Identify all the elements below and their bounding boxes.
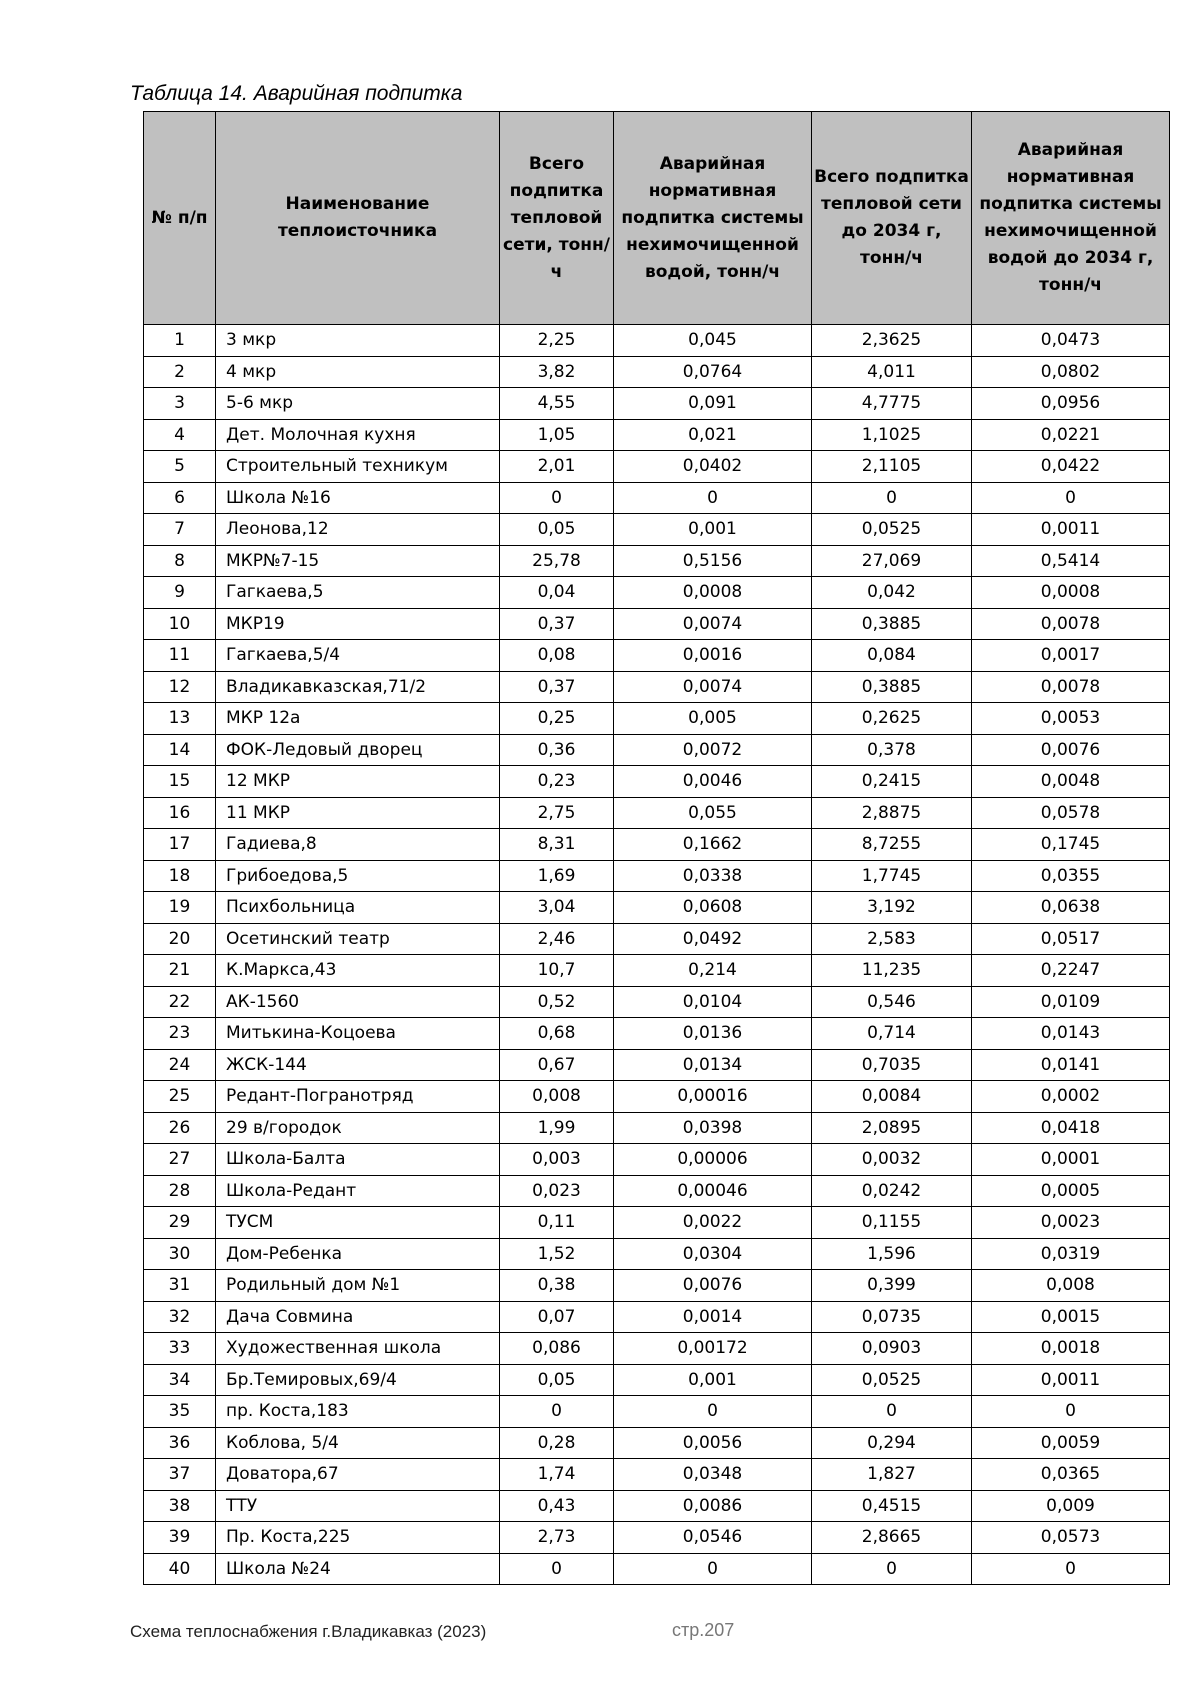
header-emergency-makeup-2034: Аварийная нормативная подпитка системы нехимочищенной водой до 2034 г, тонн/ч	[972, 112, 1170, 325]
table-row	[144, 829, 1170, 861]
cell-emergency-makeup-2034: 0,0141	[972, 1049, 1170, 1081]
cell-row-number: 35	[144, 1396, 216, 1428]
cell-emergency-makeup-2034: 0,1745	[972, 829, 1170, 861]
table-row	[144, 797, 1170, 829]
cell-emergency-makeup-2034: 0,0578	[972, 797, 1170, 829]
table-row	[144, 1175, 1170, 1207]
table-row	[144, 923, 1170, 955]
footer-page-number: стр.207	[672, 1620, 735, 1640]
cell-total-makeup: 0,08	[500, 640, 614, 672]
cell-total-makeup-2034: 0,0525	[812, 514, 972, 546]
cell-source-name: Строительный техникум	[216, 451, 500, 483]
cell-source-name: Редант-Погранотряд	[216, 1081, 500, 1113]
cell-source-name: Школа-Редант	[216, 1175, 500, 1207]
header-total-makeup: Всего подпитка тепловой сети, тонн/ч	[500, 112, 614, 325]
cell-emergency-makeup-2034: 0,0802	[972, 356, 1170, 388]
cell-source-name: Дет. Молочная кухня	[216, 419, 500, 451]
cell-total-makeup: 0,68	[500, 1018, 614, 1050]
cell-total-makeup: 8,31	[500, 829, 614, 861]
cell-total-makeup-2034: 0,714	[812, 1018, 972, 1050]
cell-row-number: 13	[144, 703, 216, 735]
cell-source-name: Школа-Балта	[216, 1144, 500, 1176]
table-row	[144, 1112, 1170, 1144]
cell-emergency-makeup: 0	[614, 482, 812, 514]
cell-source-name: Родильный дом №1	[216, 1270, 500, 1302]
cell-source-name: 3 мкр	[216, 325, 500, 357]
cell-emergency-makeup-2034: 0,0473	[972, 325, 1170, 357]
cell-total-makeup: 0,07	[500, 1301, 614, 1333]
cell-emergency-makeup-2034: 0,0023	[972, 1207, 1170, 1239]
cell-emergency-makeup-2034: 0	[972, 1553, 1170, 1585]
cell-source-name: Леонова,12	[216, 514, 500, 546]
cell-source-name: Владикавказская,71/2	[216, 671, 500, 703]
table-row	[144, 1049, 1170, 1081]
cell-emergency-makeup-2034: 0,0078	[972, 608, 1170, 640]
cell-total-makeup-2034: 2,8665	[812, 1522, 972, 1554]
cell-source-name: Гадиева,8	[216, 829, 500, 861]
cell-row-number: 26	[144, 1112, 216, 1144]
cell-source-name: 29 в/городок	[216, 1112, 500, 1144]
cell-total-makeup-2034: 0,0735	[812, 1301, 972, 1333]
footer-document-title: Схема теплоснабжения г.Владикавказ (2023)	[130, 1622, 487, 1641]
cell-emergency-makeup-2034: 0,009	[972, 1490, 1170, 1522]
cell-emergency-makeup-2034: 0,0422	[972, 451, 1170, 483]
cell-emergency-makeup: 0	[614, 1553, 812, 1585]
table-row	[144, 577, 1170, 609]
cell-emergency-makeup: 0,0016	[614, 640, 812, 672]
cell-emergency-makeup-2034: 0,0956	[972, 388, 1170, 420]
cell-emergency-makeup: 0,0008	[614, 577, 812, 609]
table-row	[144, 1081, 1170, 1113]
cell-total-makeup: 0,67	[500, 1049, 614, 1081]
cell-emergency-makeup-2034: 0,0418	[972, 1112, 1170, 1144]
cell-total-makeup: 1,05	[500, 419, 614, 451]
cell-row-number: 2	[144, 356, 216, 388]
cell-emergency-makeup-2034: 0,0053	[972, 703, 1170, 735]
table-row	[144, 482, 1170, 514]
cell-emergency-makeup-2034: 0,0573	[972, 1522, 1170, 1554]
table-row	[144, 419, 1170, 451]
cell-emergency-makeup: 0,0074	[614, 608, 812, 640]
cell-row-number: 31	[144, 1270, 216, 1302]
cell-total-makeup: 1,99	[500, 1112, 614, 1144]
cell-emergency-makeup-2034: 0,0365	[972, 1459, 1170, 1491]
cell-emergency-makeup: 0,021	[614, 419, 812, 451]
cell-emergency-makeup-2034: 0,0059	[972, 1427, 1170, 1459]
cell-row-number: 20	[144, 923, 216, 955]
cell-emergency-makeup-2034: 0	[972, 482, 1170, 514]
cell-total-makeup: 0,37	[500, 608, 614, 640]
cell-row-number: 39	[144, 1522, 216, 1554]
cell-row-number: 37	[144, 1459, 216, 1491]
cell-row-number: 9	[144, 577, 216, 609]
cell-row-number: 24	[144, 1049, 216, 1081]
cell-total-makeup-2034: 4,011	[812, 356, 972, 388]
cell-source-name: ТТУ	[216, 1490, 500, 1522]
cell-total-makeup: 1,69	[500, 860, 614, 892]
table-row	[144, 1427, 1170, 1459]
cell-source-name: Пр. Коста,225	[216, 1522, 500, 1554]
cell-row-number: 10	[144, 608, 216, 640]
table-row	[144, 1207, 1170, 1239]
table-row	[144, 1396, 1170, 1428]
cell-source-name: Осетинский театр	[216, 923, 500, 955]
cell-source-name: Художественная школа	[216, 1333, 500, 1365]
table-row	[144, 860, 1170, 892]
cell-total-makeup-2034: 0,7035	[812, 1049, 972, 1081]
cell-emergency-makeup-2034: 0,0319	[972, 1238, 1170, 1270]
cell-emergency-makeup-2034: 0,2247	[972, 955, 1170, 987]
cell-total-makeup: 0,36	[500, 734, 614, 766]
cell-emergency-makeup: 0,0136	[614, 1018, 812, 1050]
cell-row-number: 14	[144, 734, 216, 766]
cell-emergency-makeup: 0,0492	[614, 923, 812, 955]
cell-total-makeup: 1,52	[500, 1238, 614, 1270]
cell-source-name: Психбольница	[216, 892, 500, 924]
cell-row-number: 1	[144, 325, 216, 357]
table-caption: Таблица 14. Аварийная подпитка	[130, 82, 463, 105]
cell-total-makeup: 0,38	[500, 1270, 614, 1302]
cell-emergency-makeup-2034: 0,0221	[972, 419, 1170, 451]
cell-total-makeup-2034: 0,0084	[812, 1081, 972, 1113]
cell-total-makeup: 2,25	[500, 325, 614, 357]
cell-total-makeup: 2,75	[500, 797, 614, 829]
cell-row-number: 15	[144, 766, 216, 798]
cell-row-number: 17	[144, 829, 216, 861]
cell-emergency-makeup: 0,0086	[614, 1490, 812, 1522]
cell-total-makeup-2034: 0,294	[812, 1427, 972, 1459]
cell-total-makeup-2034: 0,1155	[812, 1207, 972, 1239]
cell-total-makeup-2034: 3,192	[812, 892, 972, 924]
cell-emergency-makeup: 0,055	[614, 797, 812, 829]
cell-row-number: 25	[144, 1081, 216, 1113]
cell-emergency-makeup: 0,091	[614, 388, 812, 420]
cell-total-makeup-2034: 0,399	[812, 1270, 972, 1302]
cell-total-makeup-2034: 2,3625	[812, 325, 972, 357]
cell-total-makeup: 1,74	[500, 1459, 614, 1491]
cell-total-makeup: 0,52	[500, 986, 614, 1018]
cell-total-makeup-2034: 2,583	[812, 923, 972, 955]
cell-emergency-makeup-2034: 0,0638	[972, 892, 1170, 924]
cell-row-number: 40	[144, 1553, 216, 1585]
cell-source-name: 12 МКР	[216, 766, 500, 798]
cell-row-number: 36	[144, 1427, 216, 1459]
table-row	[144, 703, 1170, 735]
cell-row-number: 11	[144, 640, 216, 672]
cell-total-makeup-2034: 1,827	[812, 1459, 972, 1491]
cell-total-makeup-2034: 4,7775	[812, 388, 972, 420]
cell-total-makeup-2034: 8,7255	[812, 829, 972, 861]
table-row	[144, 986, 1170, 1018]
cell-source-name: МКР№7-15	[216, 545, 500, 577]
table-header-row	[144, 112, 1170, 325]
cell-total-makeup: 2,73	[500, 1522, 614, 1554]
table-row	[144, 1301, 1170, 1333]
cell-emergency-makeup: 0,0338	[614, 860, 812, 892]
table-row	[144, 892, 1170, 924]
cell-emergency-makeup-2034: 0,0517	[972, 923, 1170, 955]
cell-total-makeup: 3,82	[500, 356, 614, 388]
cell-total-makeup: 3,04	[500, 892, 614, 924]
cell-total-makeup-2034: 0,2625	[812, 703, 972, 735]
cell-emergency-makeup-2034: 0,0015	[972, 1301, 1170, 1333]
table-row	[144, 608, 1170, 640]
cell-emergency-makeup: 0,0014	[614, 1301, 812, 1333]
table-row	[144, 1333, 1170, 1365]
cell-total-makeup-2034: 0	[812, 482, 972, 514]
cell-emergency-makeup-2034: 0,0011	[972, 1364, 1170, 1396]
cell-emergency-makeup-2034: 0,0078	[972, 671, 1170, 703]
cell-source-name: 4 мкр	[216, 356, 500, 388]
cell-total-makeup-2034: 2,0895	[812, 1112, 972, 1144]
cell-emergency-makeup: 0,00016	[614, 1081, 812, 1113]
cell-emergency-makeup: 0,001	[614, 1364, 812, 1396]
cell-row-number: 3	[144, 388, 216, 420]
cell-row-number: 6	[144, 482, 216, 514]
cell-source-name: ФОК-Ледовый дворец	[216, 734, 500, 766]
cell-emergency-makeup: 0,00006	[614, 1144, 812, 1176]
cell-row-number: 23	[144, 1018, 216, 1050]
table-row	[144, 514, 1170, 546]
cell-emergency-makeup: 0,0304	[614, 1238, 812, 1270]
cell-row-number: 4	[144, 419, 216, 451]
cell-source-name: Школа №16	[216, 482, 500, 514]
cell-row-number: 28	[144, 1175, 216, 1207]
cell-row-number: 30	[144, 1238, 216, 1270]
cell-emergency-makeup: 0,0046	[614, 766, 812, 798]
cell-total-makeup-2034: 0,084	[812, 640, 972, 672]
cell-emergency-makeup-2034: 0,0001	[972, 1144, 1170, 1176]
table-row	[144, 1364, 1170, 1396]
cell-total-makeup-2034: 0,042	[812, 577, 972, 609]
cell-emergency-makeup-2034: 0,0008	[972, 577, 1170, 609]
cell-row-number: 34	[144, 1364, 216, 1396]
cell-total-makeup-2034: 0,3885	[812, 671, 972, 703]
cell-total-makeup: 0,04	[500, 577, 614, 609]
cell-source-name: ЖСК-144	[216, 1049, 500, 1081]
header-number: № п/п	[144, 112, 216, 325]
cell-total-makeup: 0,003	[500, 1144, 614, 1176]
table-row	[144, 1459, 1170, 1491]
table-row	[144, 766, 1170, 798]
cell-row-number: 19	[144, 892, 216, 924]
cell-emergency-makeup: 0,0608	[614, 892, 812, 924]
table-row	[144, 1144, 1170, 1176]
cell-source-name: пр. Коста,183	[216, 1396, 500, 1428]
cell-source-name: Гагкаева,5	[216, 577, 500, 609]
cell-source-name: МКР 12а	[216, 703, 500, 735]
cell-source-name: Школа №24	[216, 1553, 500, 1585]
cell-total-makeup-2034: 0,0525	[812, 1364, 972, 1396]
cell-total-makeup-2034: 0	[812, 1553, 972, 1585]
cell-total-makeup-2034: 1,596	[812, 1238, 972, 1270]
cell-total-makeup: 2,46	[500, 923, 614, 955]
table-row	[144, 1490, 1170, 1522]
cell-row-number: 16	[144, 797, 216, 829]
cell-row-number: 32	[144, 1301, 216, 1333]
cell-total-makeup: 0,43	[500, 1490, 614, 1522]
cell-row-number: 5	[144, 451, 216, 483]
cell-emergency-makeup: 0,0056	[614, 1427, 812, 1459]
cell-emergency-makeup-2034: 0,0076	[972, 734, 1170, 766]
header-source-name: Наименование теплоисточника	[216, 112, 500, 325]
cell-total-makeup-2034: 27,069	[812, 545, 972, 577]
cell-total-makeup: 0	[500, 1396, 614, 1428]
cell-total-makeup: 0,008	[500, 1081, 614, 1113]
cell-total-makeup-2034: 1,7745	[812, 860, 972, 892]
header-total-makeup-2034: Всего подпитка тепловой сети до 2034 г, тонн/ч	[812, 112, 972, 325]
table-row	[144, 955, 1170, 987]
cell-emergency-makeup-2034: 0	[972, 1396, 1170, 1428]
cell-emergency-makeup-2034: 0,0005	[972, 1175, 1170, 1207]
cell-source-name: К.Маркса,43	[216, 955, 500, 987]
cell-total-makeup: 0,023	[500, 1175, 614, 1207]
cell-emergency-makeup: 0,0072	[614, 734, 812, 766]
cell-total-makeup-2034: 2,1105	[812, 451, 972, 483]
cell-emergency-makeup-2034: 0,0048	[972, 766, 1170, 798]
cell-source-name: ТУСМ	[216, 1207, 500, 1239]
cell-emergency-makeup: 0,00046	[614, 1175, 812, 1207]
table-row	[144, 1270, 1170, 1302]
cell-source-name: Коблова, 5/4	[216, 1427, 500, 1459]
table-row	[144, 325, 1170, 357]
table-row	[144, 671, 1170, 703]
table-row	[144, 1238, 1170, 1270]
cell-emergency-makeup: 0,0546	[614, 1522, 812, 1554]
table-row	[144, 388, 1170, 420]
cell-source-name: Митькина-Коцоева	[216, 1018, 500, 1050]
cell-total-makeup-2034: 0,4515	[812, 1490, 972, 1522]
cell-emergency-makeup: 0,0074	[614, 671, 812, 703]
cell-row-number: 27	[144, 1144, 216, 1176]
table-body	[144, 325, 1170, 1585]
cell-total-makeup-2034: 11,235	[812, 955, 972, 987]
cell-emergency-makeup-2034: 0,008	[972, 1270, 1170, 1302]
cell-total-makeup: 0,23	[500, 766, 614, 798]
cell-emergency-makeup-2034: 0,0002	[972, 1081, 1170, 1113]
cell-row-number: 12	[144, 671, 216, 703]
cell-emergency-makeup: 0,0104	[614, 986, 812, 1018]
cell-source-name: АК-1560	[216, 986, 500, 1018]
table-row	[144, 545, 1170, 577]
cell-total-makeup: 0,11	[500, 1207, 614, 1239]
cell-total-makeup-2034: 1,1025	[812, 419, 972, 451]
cell-emergency-makeup: 0,0348	[614, 1459, 812, 1491]
cell-row-number: 7	[144, 514, 216, 546]
cell-source-name: Бр.Темировых,69/4	[216, 1364, 500, 1396]
cell-row-number: 22	[144, 986, 216, 1018]
cell-source-name: Гагкаева,5/4	[216, 640, 500, 672]
cell-total-makeup-2034: 2,8875	[812, 797, 972, 829]
cell-row-number: 18	[144, 860, 216, 892]
cell-row-number: 33	[144, 1333, 216, 1365]
cell-total-makeup: 0,37	[500, 671, 614, 703]
cell-emergency-makeup-2034: 0,0109	[972, 986, 1170, 1018]
cell-row-number: 29	[144, 1207, 216, 1239]
cell-total-makeup: 0,25	[500, 703, 614, 735]
table-row	[144, 1553, 1170, 1585]
cell-source-name: 5-6 мкр	[216, 388, 500, 420]
cell-source-name: МКР19	[216, 608, 500, 640]
table-row	[144, 356, 1170, 388]
cell-total-makeup-2034: 0,3885	[812, 608, 972, 640]
cell-emergency-makeup-2034: 0,0018	[972, 1333, 1170, 1365]
cell-total-makeup: 4,55	[500, 388, 614, 420]
cell-emergency-makeup-2034: 0,0355	[972, 860, 1170, 892]
cell-total-makeup-2034: 0,546	[812, 986, 972, 1018]
cell-emergency-makeup: 0,001	[614, 514, 812, 546]
cell-source-name: Дом-Ребенка	[216, 1238, 500, 1270]
cell-emergency-makeup: 0	[614, 1396, 812, 1428]
cell-emergency-makeup-2034: 0,0017	[972, 640, 1170, 672]
cell-total-makeup-2034: 0,0032	[812, 1144, 972, 1176]
cell-emergency-makeup: 0,0764	[614, 356, 812, 388]
cell-emergency-makeup: 0,0134	[614, 1049, 812, 1081]
cell-emergency-makeup: 0,0022	[614, 1207, 812, 1239]
header-emergency-makeup: Аварийная нормативная подпитка системы нехимочищенной водой, тонн/ч	[614, 112, 812, 325]
table-row	[144, 640, 1170, 672]
cell-total-makeup: 0,086	[500, 1333, 614, 1365]
cell-emergency-makeup-2034: 0,0143	[972, 1018, 1170, 1050]
cell-emergency-makeup: 0,0402	[614, 451, 812, 483]
cell-emergency-makeup: 0,0398	[614, 1112, 812, 1144]
table-row	[144, 734, 1170, 766]
cell-emergency-makeup: 0,214	[614, 955, 812, 987]
cell-total-makeup: 25,78	[500, 545, 614, 577]
cell-emergency-makeup-2034: 0,5414	[972, 545, 1170, 577]
cell-total-makeup: 2,01	[500, 451, 614, 483]
cell-total-makeup-2034: 0	[812, 1396, 972, 1428]
cell-total-makeup: 0,05	[500, 1364, 614, 1396]
cell-total-makeup-2034: 0,0903	[812, 1333, 972, 1365]
cell-total-makeup-2034: 0,2415	[812, 766, 972, 798]
cell-total-makeup: 0,05	[500, 514, 614, 546]
cell-row-number: 38	[144, 1490, 216, 1522]
cell-source-name: Доватора,67	[216, 1459, 500, 1491]
cell-emergency-makeup-2034: 0,0011	[972, 514, 1170, 546]
table-row	[144, 1522, 1170, 1554]
table-row	[144, 451, 1170, 483]
cell-total-makeup-2034: 0,378	[812, 734, 972, 766]
cell-emergency-makeup: 0,0076	[614, 1270, 812, 1302]
cell-emergency-makeup: 0,005	[614, 703, 812, 735]
cell-total-makeup: 0	[500, 1553, 614, 1585]
table-row	[144, 1018, 1170, 1050]
cell-total-makeup: 0,28	[500, 1427, 614, 1459]
cell-emergency-makeup: 0,1662	[614, 829, 812, 861]
cell-emergency-makeup: 0,5156	[614, 545, 812, 577]
cell-source-name: Грибоедова,5	[216, 860, 500, 892]
cell-total-makeup: 0	[500, 482, 614, 514]
cell-row-number: 21	[144, 955, 216, 987]
cell-total-makeup: 10,7	[500, 955, 614, 987]
cell-row-number: 8	[144, 545, 216, 577]
cell-source-name: Дача Совмина	[216, 1301, 500, 1333]
cell-total-makeup-2034: 0,0242	[812, 1175, 972, 1207]
emergency-makeup-table	[143, 111, 1170, 1585]
cell-emergency-makeup: 0,00172	[614, 1333, 812, 1365]
cell-source-name: 11 МКР	[216, 797, 500, 829]
cell-emergency-makeup: 0,045	[614, 325, 812, 357]
